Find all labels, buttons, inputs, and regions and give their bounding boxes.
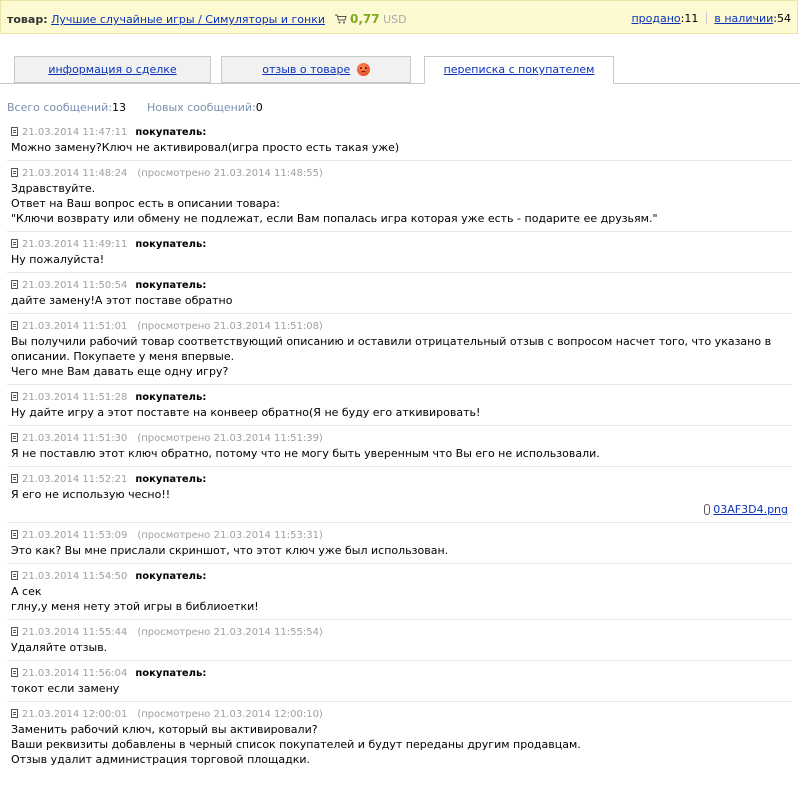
total-messages-label: Всего сообщений:	[7, 101, 112, 114]
message	[7, 237, 792, 273]
message	[7, 278, 792, 314]
paperclip-icon	[704, 504, 710, 515]
price-currency: USD	[383, 13, 407, 26]
document-icon	[11, 530, 18, 539]
message-text: Я его не использую чесно!!	[11, 488, 171, 501]
message-text: Вы получили рабочий товар соответствующий описанию и оставили отрицательный отзыв с вопросом насчет того, что указано в описании. Покупаете у меня впервые. Чего мне Вам давать еще одну игру?	[11, 335, 772, 378]
stock-link[interactable]: в наличии	[714, 12, 774, 25]
message-author: покупатель:	[135, 127, 207, 138]
document-icon	[11, 321, 18, 330]
message	[7, 569, 792, 620]
document-icon	[11, 392, 18, 401]
message-author: покупатель:	[135, 392, 207, 403]
message-text: Заменить рабочий ключ, который вы активировали? Ваши реквизиты добавлены в черный список покупателей и будут переданы другим продавцам. Отзыв удалит администрация торговой площадки.	[11, 723, 581, 766]
message-seen-status: (просмотрено 21.03.2014 12:00:10)	[137, 709, 323, 720]
sold-count: 11	[684, 12, 699, 25]
message	[7, 528, 792, 564]
message-author: покупатель:	[135, 280, 207, 291]
message-seen-status: (просмотрено 21.03.2014 11:53:31)	[137, 530, 323, 541]
message-date: 21.03.2014 11:51:01	[22, 321, 128, 332]
product-bar	[0, 0, 798, 34]
divider	[706, 12, 707, 24]
message-author: покупатель:	[135, 474, 207, 485]
message-counters	[7, 101, 263, 114]
price-value: 0,77	[350, 12, 380, 26]
message-date: 21.03.2014 11:48:24	[22, 168, 128, 179]
message	[7, 319, 792, 385]
message-author: покупатель:	[135, 571, 207, 582]
message-text: А сек глну,у меня нету этой игры в библиоетки!	[11, 585, 259, 613]
document-icon	[11, 280, 18, 289]
sales-stats	[631, 12, 791, 25]
message-seen-status: (просмотрено 21.03.2014 11:55:54)	[137, 627, 323, 638]
message-author: покупатель:	[135, 668, 207, 679]
tab-product-review-label[interactable]: отзыв о товаре	[262, 63, 351, 76]
message-seen-status: (просмотрено 21.03.2014 11:51:08)	[137, 321, 323, 332]
message-date: 21.03.2014 11:49:11	[22, 239, 128, 250]
product-label: товар:	[7, 13, 48, 26]
message-list	[7, 125, 792, 777]
message-date: 21.03.2014 11:52:21	[22, 474, 128, 485]
document-icon	[11, 127, 18, 136]
document-icon	[11, 168, 18, 177]
tab-buyer-correspondence[interactable]	[424, 56, 614, 84]
message-text: Это как? Вы мне прислали скриншот, что этот ключ уже был использован.	[11, 544, 449, 557]
new-messages-value: 0	[255, 101, 263, 114]
message	[7, 390, 792, 426]
stock-colon: :	[773, 12, 777, 25]
message-date: 21.03.2014 11:56:04	[22, 668, 128, 679]
message-date: 21.03.2014 11:54:50	[22, 571, 128, 582]
message-text: Я не поставлю этот ключ обратно, потому что не могу быть уверенным что Вы его не использовали.	[11, 447, 600, 460]
message-date: 21.03.2014 11:53:09	[22, 530, 128, 541]
message-text: Здравствуйте. Ответ на Ваш вопрос есть в описании товара: "Ключи возврату или обмену не подлежат, если Вам попалась игра которая уже есть - подарите ее друзьям."	[11, 182, 658, 225]
message	[7, 472, 792, 523]
attachment-link[interactable]: 03AF3D4.png	[713, 503, 788, 516]
document-icon	[11, 571, 18, 580]
sold-colon: :	[680, 12, 685, 25]
message-date: 21.03.2014 11:47:11	[22, 127, 128, 138]
product-info	[7, 12, 407, 26]
message-author: покупатель:	[135, 239, 207, 250]
cart-icon	[335, 14, 347, 24]
message	[7, 431, 792, 467]
tab-deal-info-label[interactable]: информация о сделке	[48, 63, 177, 76]
document-icon	[11, 474, 18, 483]
tab-bar	[0, 56, 800, 84]
message-text: Можно замену?Ключ не активировал(игра просто есть такая уже)	[11, 141, 400, 154]
sad-face-icon	[357, 63, 370, 76]
document-icon	[11, 239, 18, 248]
tab-baseline	[0, 83, 800, 84]
message-text: Ну дайте игру а этот поставте на конвеер обратно(Я не буду его аткивировать!	[11, 406, 481, 419]
document-icon	[11, 627, 18, 636]
total-messages-value: 13	[111, 101, 126, 114]
message-text: Удаляйте отзыв.	[11, 641, 108, 654]
product-link[interactable]: Лучшие случайные игры / Симуляторы и гонки	[51, 13, 325, 26]
message-date: 21.03.2014 11:51:28	[22, 392, 128, 403]
message-date: 21.03.2014 11:55:44	[22, 627, 128, 638]
sold-link[interactable]: продано	[631, 12, 681, 25]
new-messages-label: Новых сообщений:	[146, 101, 256, 114]
message	[7, 125, 792, 161]
document-icon	[11, 668, 18, 677]
message-text: токот если замену	[11, 682, 120, 695]
message-seen-status: (просмотрено 21.03.2014 11:51:39)	[137, 433, 323, 444]
tab-deal-info[interactable]	[14, 56, 211, 83]
stock-count: 54	[777, 12, 791, 25]
attachment	[11, 502, 788, 517]
message-date: 21.03.2014 12:00:01	[22, 709, 128, 720]
message-text: Ну пожалуйста!	[11, 253, 105, 266]
tab-product-review[interactable]	[221, 56, 411, 83]
message-date: 21.03.2014 11:51:30	[22, 433, 128, 444]
message-date: 21.03.2014 11:50:54	[22, 280, 128, 291]
message-seen-status: (просмотрено 21.03.2014 11:48:55)	[137, 168, 323, 179]
document-icon	[11, 709, 18, 718]
message-text: дайте замену!А этот поставе обратно	[11, 294, 233, 307]
message	[7, 625, 792, 661]
document-icon	[11, 433, 18, 442]
tab-buyer-correspondence-label[interactable]: переписка с покупателем	[443, 63, 595, 76]
message	[7, 166, 792, 232]
message	[7, 707, 792, 772]
message	[7, 666, 792, 702]
